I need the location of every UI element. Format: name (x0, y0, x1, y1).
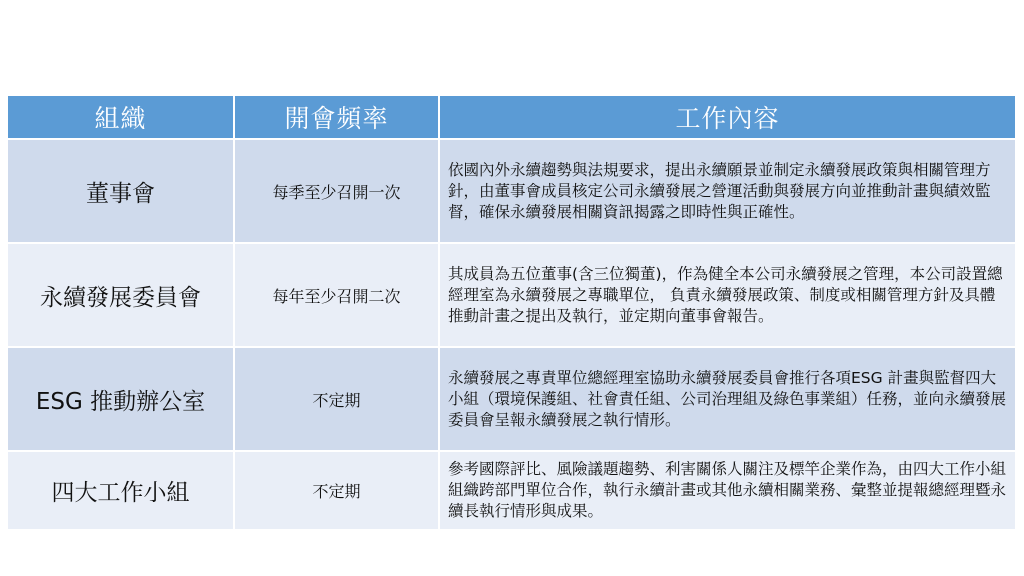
content-text: 其成員為五位董事(含三位獨董)，作為健全本公司永續發展之管理，本公司設置總經理室為永續發展之專職單位， 負責永續發展政策、制度或相關管理方針及具體推動計畫之提出及執行，並定期向董事會報告。 (448, 264, 1003, 325)
organization-cell: 永續發展委員會 (8, 243, 234, 347)
content-cell (439, 243, 1015, 347)
content-cell (439, 139, 1015, 243)
header-organization: 組織 (8, 96, 234, 139)
content-text: 永續發展之專責單位總經理室協助永續發展委員會推行各項ESG 計畫與監督四大小組（環境保護組、社會責任組、公司治理組及綠色事業組）任務，並向永續發展委員會呈報永續發展之執行情形。 (448, 368, 1007, 429)
frequency-cell: 每年至少召開二次 (234, 243, 439, 347)
organization-cell: 董事會 (8, 139, 234, 243)
table-row (8, 451, 1015, 529)
frequency-cell: 每季至少召開一次 (234, 139, 439, 243)
header-work-content: 工作內容 (439, 96, 1015, 139)
table-header-row (8, 96, 1015, 139)
content-text: 參考國際評比、風險議題趨勢、利害關係人關注及標竿企業作為，由四大工作小組組織跨部門單位合作，執行永續計畫或其他永續相關業務、彙整並提報總經理暨永續長執行情形與成果。 (448, 460, 1007, 520)
sustainability-organization-table (8, 96, 1015, 529)
table-row (8, 243, 1015, 347)
frequency-cell: 不定期 (234, 451, 439, 529)
content-cell (439, 347, 1015, 451)
organization-cell: 四大工作小組 (8, 451, 234, 529)
header-meeting-frequency: 開會頻率 (234, 96, 439, 139)
content-text: 依國內外永續趨勢與法規要求，提出永續願景並制定永續發展政策與相關管理方針，由董事會成員核定公司永續發展之營運活動與發展方向並推動計畫與績效監督，確保永續發展相關資訊揭露之即時性與正確性。 (448, 160, 991, 221)
organization-cell: ESG 推動辦公室 (8, 347, 234, 451)
frequency-cell: 不定期 (234, 347, 439, 451)
content-cell (439, 451, 1015, 529)
table-row (8, 139, 1015, 243)
table-row (8, 347, 1015, 451)
